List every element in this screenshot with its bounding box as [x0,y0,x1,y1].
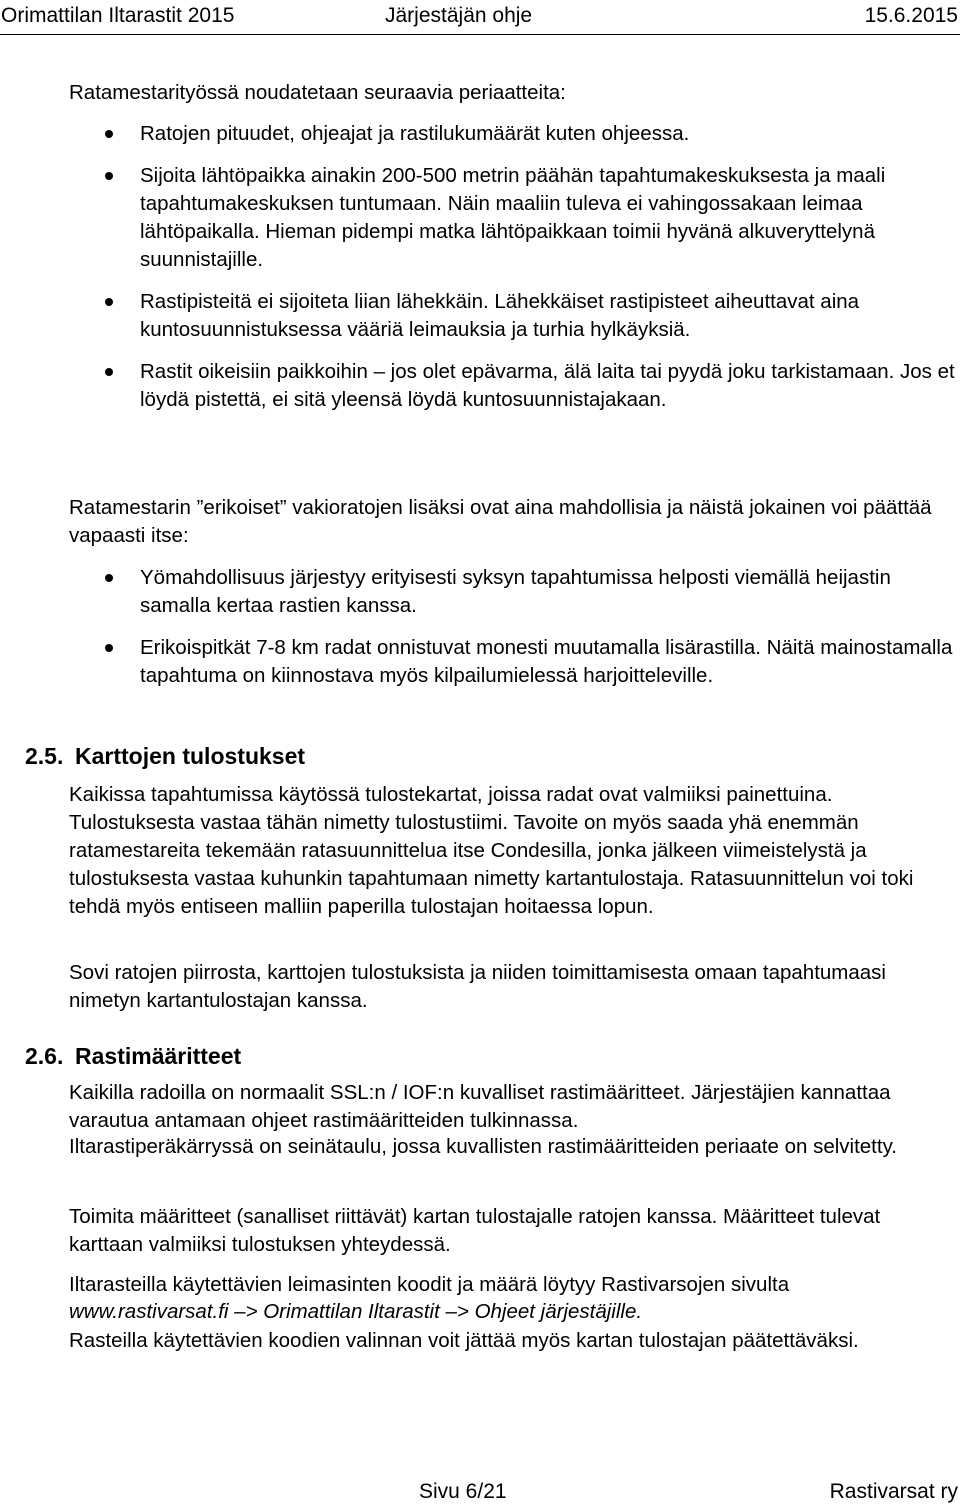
header-divider [0,34,960,35]
bullet-icon [105,172,113,180]
list-item-text: Rastit oikeisiin paikkoihin – jos olet epävarma, älä laita tai pyydä joku tarkistamaan. Jos et löydä pistettä, ei sitä yleensä löydä kuntosuunnistajakaan. [140,360,955,411]
page-number: Sivu 6/21 [419,1480,507,1503]
section-2-6-paragraph: Rasteilla käytettävien koodien valinnan voit jättää myös kartan tulostajan päätettäväksi. [69,1329,859,1352]
section-number: 2.5. [25,743,64,769]
section-2-6-paragraph: Iltarastiperäkärryssä on seinätaulu, jossa kuvallisten rastimääritteiden periaate on selvitetty. [69,1135,897,1158]
header-document-title: Järjestäjän ohje [385,4,533,27]
bullet-icon [105,644,113,652]
header-date: 15.6.2015 [864,4,958,27]
rastivarsat-link[interactable]: www.rastivarsat.fi –> Orimattilan Iltarastit –> Ohjeet järjestäjille. [69,1300,643,1323]
header-document-series: Orimattilan Iltarastit 2015 [1,4,235,27]
section-heading-2-6 [25,1041,241,1071]
section-2-6-paragraph: Iltarasteilla käytettävien leimasinten koodit ja määrä löytyy Rastivarsojen sivulta [69,1273,790,1296]
section-title: Rastimääritteet [75,1043,242,1069]
page-footer [0,1478,960,1506]
section-2-5-paragraph: Sovi ratojen piirrosta, karttojen tulostuksista ja niiden toimittamisesta omaan tapahtumaasi nimetyn kartantulostajan kanssa. [69,961,886,1012]
section-heading-2-5 [25,741,305,771]
footer-organization: Rastivarsat ry [829,1480,958,1503]
section-number: 2.6. [25,1043,64,1069]
section-2-5-paragraph: Kaikissa tapahtumissa käytössä tulostekartat, joissa radat ovat valmiiksi painettuina. Tulostuksesta vastaa tähän nimetty tulostustiimi. Tavoite on myös saada yhä enemmän ratamestareita tekemään ratasuunnittelua itse Condesilla, jonka jälkeen viimeistelystä ja tulostuksesta vastaa kuhunkin tapahtumaan nimetty kartantulostaja. Ratasuunnittelun voi toki tehdä myös entiseen malliin paperilla tulostajan hoitaessa lopun. [69,783,914,918]
principles-intro: Ratamestarityössä noudatetaan seuraavia periaatteita: [69,81,566,104]
section-2-6-paragraph: Kaikilla radoilla on normaalit SSL:n / IOF:n kuvalliset rastimääritteet. Järjestäjien kannattaa varautua antamaan ohjeet rastimääritteiden tulkinnassa. [69,1081,891,1132]
bullet-icon [105,130,113,138]
bullet-icon [105,574,113,582]
page-header [0,0,960,36]
list-item-text: Yömahdollisuus järjestyy erityisesti syksyn tapahtumissa helposti viemällä heijastin samalla kertaa rastien kanssa. [140,566,891,617]
list-item-text: Sijoita lähtöpaikka ainakin 200-500 metrin päähän tapahtumakeskuksesta ja maali tapahtumakeskuksen tuntumaan. Näin maaliin tuleva ei vahingossakaan leimaa lähtöpaikalla. Hieman pidempi matka lähtöpaikkaan toimii hyvänä alkuveryttelynä suunnistajille. [140,164,886,271]
section-2-6-paragraph: Toimita määritteet (sanalliset riittävät) kartan tulostajalle ratojen kanssa. Määritteet tulevat karttaan valmiiksi tulostuksen yhteydessä. [69,1205,881,1256]
bullet-icon [105,368,113,376]
bullet-icon [105,298,113,306]
special-courses-intro: Ratamestarin ”erikoiset” vakioratojen lisäksi ovat aina mahdollisia ja näistä jokainen voi päättää vapaasti itse: [69,496,932,547]
list-item-text: Rastipisteitä ei sijoiteta liian lähekkäin. Lähekkäiset rastipisteet aiheuttavat aina kuntosuunnistuksessa vääriä leimauksia ja turhia hylkäyksiä. [140,290,860,341]
section-title: Karttojen tulostukset [75,743,306,769]
list-item-text: Erikoispitkät 7-8 km radat onnistuvat monesti muutamalla lisärastilla. Näitä mainostamalla tapahtuma on kiinnostava myös kilpailumielessä harjoitteleville. [140,636,953,687]
list-item-text: Ratojen pituudet, ohjeajat ja rastilukumäärät kuten ohjeessa. [140,122,690,145]
